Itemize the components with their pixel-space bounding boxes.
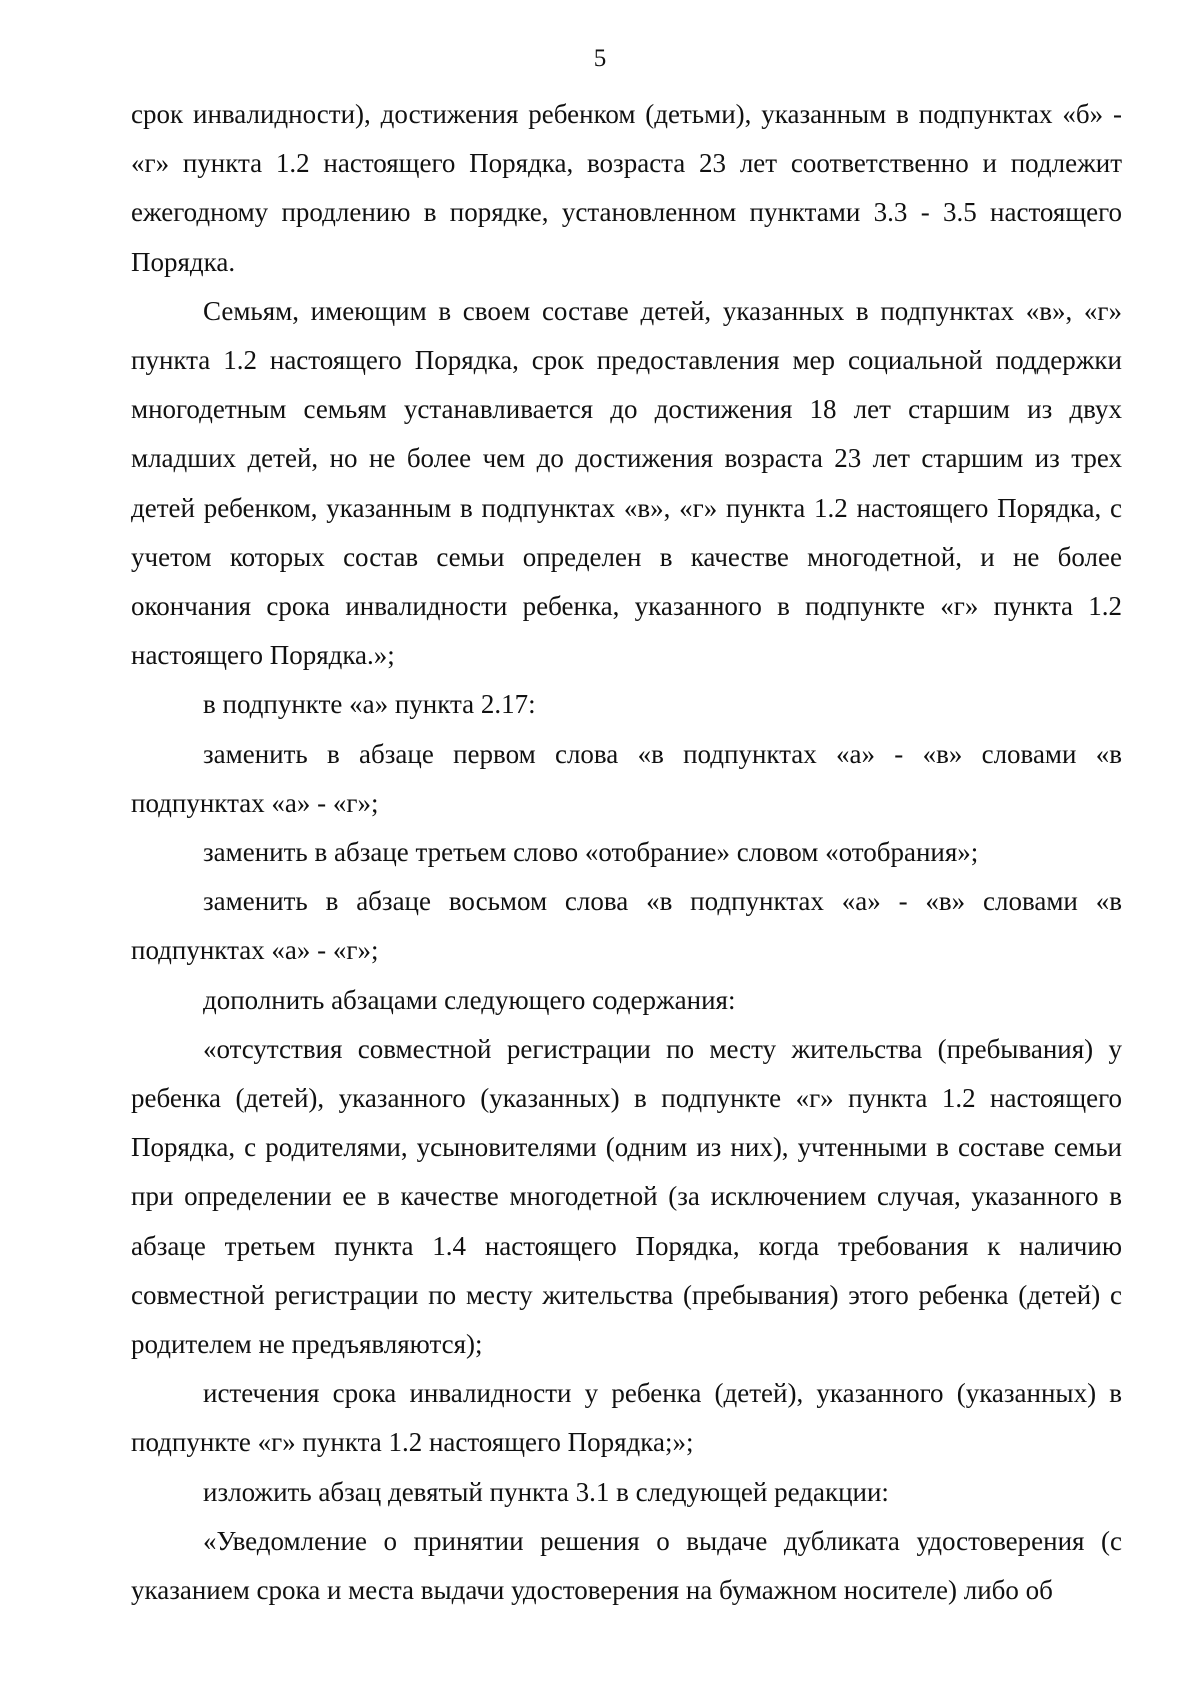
document-body (131, 90, 1122, 1615)
paragraph: заменить в абзаце восьмом слова «в подпунктах «а» - «в» словами «в подпунктах «а» - «г»; (131, 886, 1122, 966)
paragraph: «Уведомление о принятии решения о выдаче дубликата удостоверения (с указанием срока и места выдачи удостоверения на бумажном носителе) либо об (131, 1525, 1122, 1606)
paragraph: срок инвалидности), достижения ребенком (детьми), указанным в подпунктах «б» - «г» пункта 1.2 настоящего Порядка, возраста 23 лет соответственно и подлежит ежегодному продлению в порядке, установленном пунктами 3.3 - 3.5 настоящего Порядка. (131, 99, 1122, 277)
paragraph: дополнить абзацами следующего содержания: (203, 984, 736, 1015)
paragraph: истечения срока инвалидности у ребенка (детей), указанного (указанных) в подпункте «г» пункта 1.2 настоящего Порядка;»; (131, 1378, 1122, 1458)
page-number: 5 (593, 45, 607, 72)
paragraph: изложить абзац девятый пункта 3.1 в следующей редакции: (203, 1476, 889, 1507)
paragraph: Семьям, имеющим в своем составе детей, указанных в подпунктах «в», «г» пункта 1.2 настоящего Порядка, срок предоставления мер социальной поддержки многодетным семьям устанавливается до достижения 18 лет старшим из двух младших детей, но не более чем до достижения возраста 23 лет старшим из трех детей ребенком, указанным в подпунктах «в», «г» пункта 1.2 настоящего Порядка, с учетом которых состав семьи определен в качестве многодетной, и не более окончания срока инвалидности ребенка, указанного в подпункте «г» пункта 1.2 настоящего Порядка.»; (131, 295, 1122, 671)
paragraph: заменить в абзаце первом слова «в подпунктах «а» - «в» словами «в подпунктах «а» - «г»; (131, 738, 1122, 818)
paragraph: заменить в абзаце третьем слово «отобрание» словом «отобрания»; (203, 837, 979, 868)
paragraph: «отсутствия совместной регистрации по месту жительства (пребывания) у ребенка (детей), указанного (указанных) в подпункте «г» пункта 1.2 настоящего Порядка, с родителями, усыновителями (одним из них), учтенными в составе семьи при определении ее в качестве многодетной (за исключением случая, указанного в абзаце третьем пункта 1.4 настоящего Порядка, когда требования к наличию совместной регистрации по месту жительства (пребывания) этого ребенка (детей) с родителем не предъявляются); (131, 1033, 1122, 1360)
paragraph: в подпункте «а» пункта 2.17: (203, 689, 536, 720)
